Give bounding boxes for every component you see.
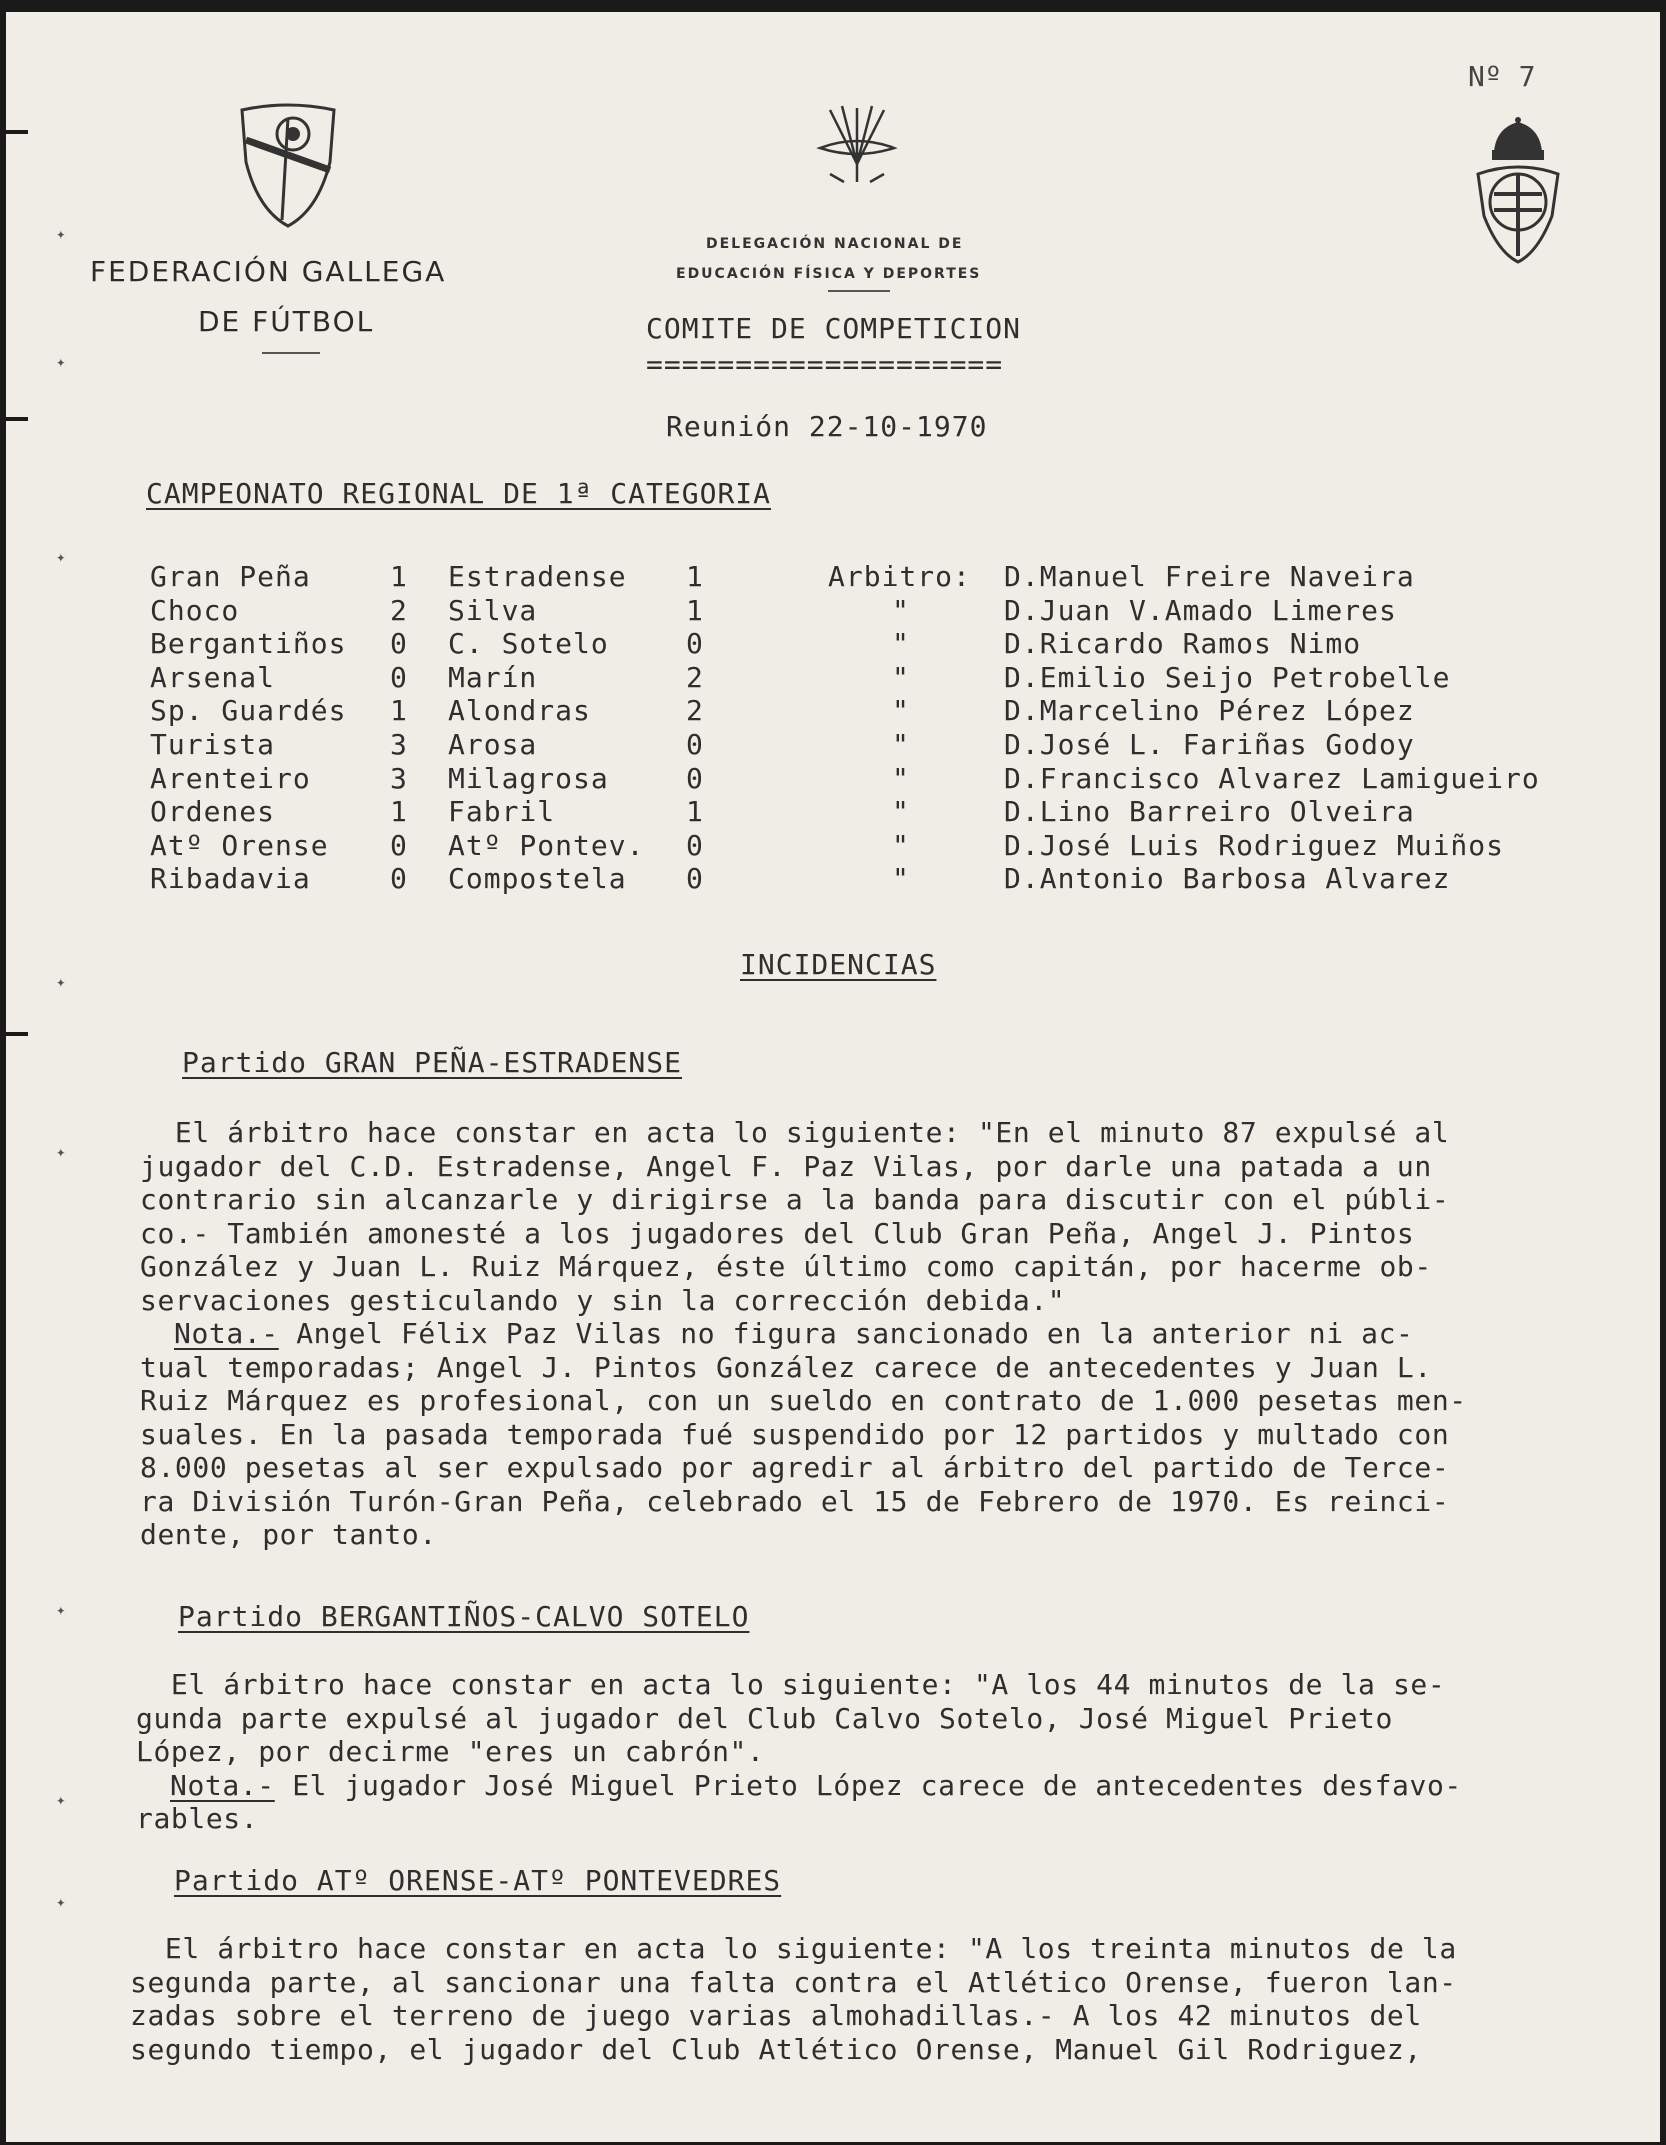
body-line: González y Juan L. Ruiz Márquez, éste último como capitán, por hacerme ob-	[140, 1250, 1432, 1283]
body-line: rables.	[136, 1802, 259, 1835]
cell-home: Choco	[150, 593, 240, 627]
note-label: Nota.-	[174, 1317, 279, 1350]
cell-away-goals: 0	[686, 728, 704, 761]
edge-mark	[6, 130, 28, 134]
section-body	[140, 1116, 1640, 1552]
body-line: 8.000 pesetas al ser expulsado por agredir al árbitro del partido de Terce-	[140, 1451, 1450, 1484]
delegation-underline	[828, 290, 890, 292]
body-line: jugador del C.D. Estradense, Angel F. Paz Vilas, por darle una patada a un	[140, 1149, 1432, 1183]
cell-referee: D.Francisco Alvarez Lamigueiro	[1004, 761, 1540, 795]
cell-home-goals: 0	[390, 862, 408, 896]
body-line: El árbitro hace constar en acta lo siguiente: "En el minuto 87 expulsé al	[140, 1116, 1450, 1149]
note-label: Nota.-	[170, 1768, 275, 1802]
cell-referee: D.José Luis Rodriguez Muiños	[1004, 828, 1505, 862]
body-line: segundo tiempo, el jugador del Club Atlético Orense, Manuel Gil Rodriguez,	[130, 2032, 1422, 2066]
body-line: suales. En la pasada temporada fué suspendido por 12 partidos y multado con	[140, 1417, 1450, 1451]
edge-mark	[6, 1032, 28, 1036]
cell-away: Arosa	[448, 728, 538, 761]
cell-home-goals: 0	[390, 828, 408, 862]
cell-away-goals: 2	[686, 660, 704, 694]
body-line: López, por decirme "eres un cabrón".	[136, 1735, 765, 1768]
cell-away: Silva	[448, 593, 538, 627]
document-page	[6, 12, 1660, 2142]
ditto-mark: "	[892, 761, 910, 795]
body-line: co.- También amonesté a los jugadores del Club Gran Peña, Angel J. Pintos	[140, 1216, 1415, 1250]
ditto-mark: "	[892, 660, 910, 694]
cell-referee: D.Antonio Barbosa Alvarez	[1004, 862, 1451, 896]
cell-home: Ordenes	[150, 795, 276, 829]
cell-away-goals: 2	[686, 694, 704, 728]
cell-home: Sp. Guardés	[150, 694, 347, 728]
cell-away-goals: 0	[686, 828, 704, 862]
ditto-mark: "	[892, 795, 910, 829]
cell-home: Ribadavia	[150, 862, 311, 896]
cell-away-goals: 1	[686, 593, 704, 627]
cell-away-goals: 0	[686, 627, 704, 661]
cell-home-goals: 0	[390, 627, 408, 661]
ditto-mark: "	[892, 694, 910, 728]
punch-mark: ✦	[56, 972, 66, 991]
body-line: servaciones gesticulando y sin la corrección debida."	[140, 1283, 1066, 1317]
cell-away: Estradense	[448, 560, 627, 593]
cell-home-goals: 1	[390, 560, 408, 593]
section-heading: Partido BERGANTIÑOS-CALVO SOTELO	[178, 1600, 750, 1633]
delegation-line1: DELEGACIÓN NACIONAL DE	[706, 236, 964, 252]
cell-home: Atº Orense	[150, 828, 329, 862]
championship-title: CAMPEONATO REGIONAL DE 1ª CATEGORIA	[146, 477, 772, 510]
cell-away: Alondras	[448, 694, 591, 728]
ditto-mark: "	[892, 862, 910, 896]
referee-label: Arbitro:	[828, 560, 971, 593]
body-line: zadas sobre el terreno de juego varias almohadillas.- A los 42 minutos del	[130, 1999, 1422, 2032]
cell-referee: D.Manuel Freire Naveira	[1004, 560, 1415, 593]
cell-referee: D.Lino Barreiro Olveira	[1004, 795, 1415, 829]
cell-home-goals: 2	[390, 593, 408, 627]
delegation-line2: EDUCACIÓN FÍSICA Y DEPORTES	[676, 266, 982, 282]
cell-home: Arenteiro	[150, 761, 311, 795]
body-line: contrario sin alcanzarle y dirigirse a la banda para discutir con el públi-	[140, 1183, 1450, 1216]
federation-shield-icon	[238, 100, 338, 230]
punch-mark: ✦	[56, 1600, 66, 1619]
body-line: ra División Turón-Gran Peña, celebrado el 15 de Febrero de 1970. Es reinci-	[140, 1484, 1450, 1518]
cell-away-goals: 0	[686, 761, 704, 795]
body-line: dente, por tanto.	[140, 1518, 437, 1551]
document-number: Nº 7	[1468, 60, 1536, 93]
note-line	[140, 1317, 1640, 1351]
ditto-mark: "	[892, 593, 910, 627]
cell-away: C. Sotelo	[448, 627, 609, 661]
cell-away-goals: 1	[686, 795, 704, 829]
cell-home: Bergantiños	[150, 627, 347, 661]
section-body	[130, 1932, 1630, 2066]
ditto-mark: "	[892, 828, 910, 862]
ditto-mark: "	[892, 627, 910, 661]
edge-mark	[6, 417, 28, 421]
cell-home: Gran Peña	[150, 560, 311, 593]
note-line	[136, 1769, 1636, 1803]
cell-home-goals: 0	[390, 660, 408, 694]
royal-crest-icon	[1466, 116, 1570, 268]
section-heading: Partido ATº ORENSE-ATº PONTEVEDRES	[174, 1864, 782, 1897]
cell-away: Compostela	[448, 862, 627, 896]
cell-away: Milagrosa	[448, 761, 609, 795]
federation-underline	[262, 352, 320, 354]
punch-mark: ✦	[56, 1892, 66, 1911]
punch-mark: ✦	[56, 224, 66, 243]
note-text: El jugador José Miguel Prieto López carece de antecedentes desfavo-	[274, 1768, 1462, 1802]
committee-title: COMITE DE COMPETICION	[646, 312, 1022, 345]
committee-rule: ====================	[646, 348, 1004, 381]
note-text: Angel Félix Paz Vilas no figura sancionado en la anterior ni ac-	[278, 1317, 1414, 1350]
cell-referee: D.Juan V.Amado Limeres	[1004, 593, 1397, 627]
cell-referee: D.Ricardo Ramos Nimo	[1004, 627, 1362, 661]
punch-mark: ✦	[56, 547, 66, 566]
body-line: gunda parte expulsé al jugador del Club Calvo Sotelo, José Miguel Prieto	[136, 1701, 1393, 1735]
punch-mark: ✦	[56, 352, 66, 371]
ditto-mark: "	[892, 728, 910, 761]
cell-away: Marín	[448, 660, 538, 694]
section-body	[136, 1668, 1636, 1836]
meeting-date: Reunión 22-10-1970	[666, 410, 988, 443]
cell-home-goals: 1	[390, 795, 408, 829]
body-line: El árbitro hace constar en acta lo siguiente: "A los 44 minutos de la se-	[136, 1668, 1446, 1701]
punch-mark: ✦	[56, 1790, 66, 1809]
body-line: tual temporadas; Angel J. Pintos González carece de antecedentes y Juan L.	[140, 1350, 1432, 1384]
cell-referee: D.José L. Fariñas Godoy	[1004, 728, 1415, 761]
federation-name-line1: FEDERACIÓN GALLEGA	[90, 255, 447, 288]
cell-away-goals: 1	[686, 560, 704, 593]
cell-home: Arsenal	[150, 660, 276, 694]
cell-home-goals: 3	[390, 728, 408, 761]
punch-mark: ✦	[56, 1142, 66, 1161]
cell-away: Atº Pontev.	[448, 828, 645, 862]
body-line: segunda parte, al sancionar una falta contra el Atlético Orense, fueron lan-	[130, 1965, 1457, 1999]
incidencias-title: INCIDENCIAS	[740, 948, 937, 981]
cell-away: Fabril	[448, 795, 556, 829]
cell-referee: D.Emilio Seijo Petrobelle	[1004, 660, 1451, 694]
body-line: Ruiz Márquez es profesional, con un sueldo en contrato de 1.000 pesetas men-	[140, 1384, 1467, 1417]
yoke-arrows-emblem-icon	[816, 104, 898, 186]
section-heading: Partido GRAN PEÑA-ESTRADENSE	[182, 1046, 683, 1079]
cell-home-goals: 1	[390, 694, 408, 728]
cell-home: Turista	[150, 728, 276, 761]
cell-away-goals: 0	[686, 862, 704, 896]
federation-name-line2: DE FÚTBOL	[198, 305, 375, 338]
cell-home-goals: 3	[390, 761, 408, 795]
body-line: El árbitro hace constar en acta lo siguiente: "A los treinta minutos de la	[130, 1932, 1457, 1965]
cell-referee: D.Marcelino Pérez López	[1004, 694, 1415, 728]
